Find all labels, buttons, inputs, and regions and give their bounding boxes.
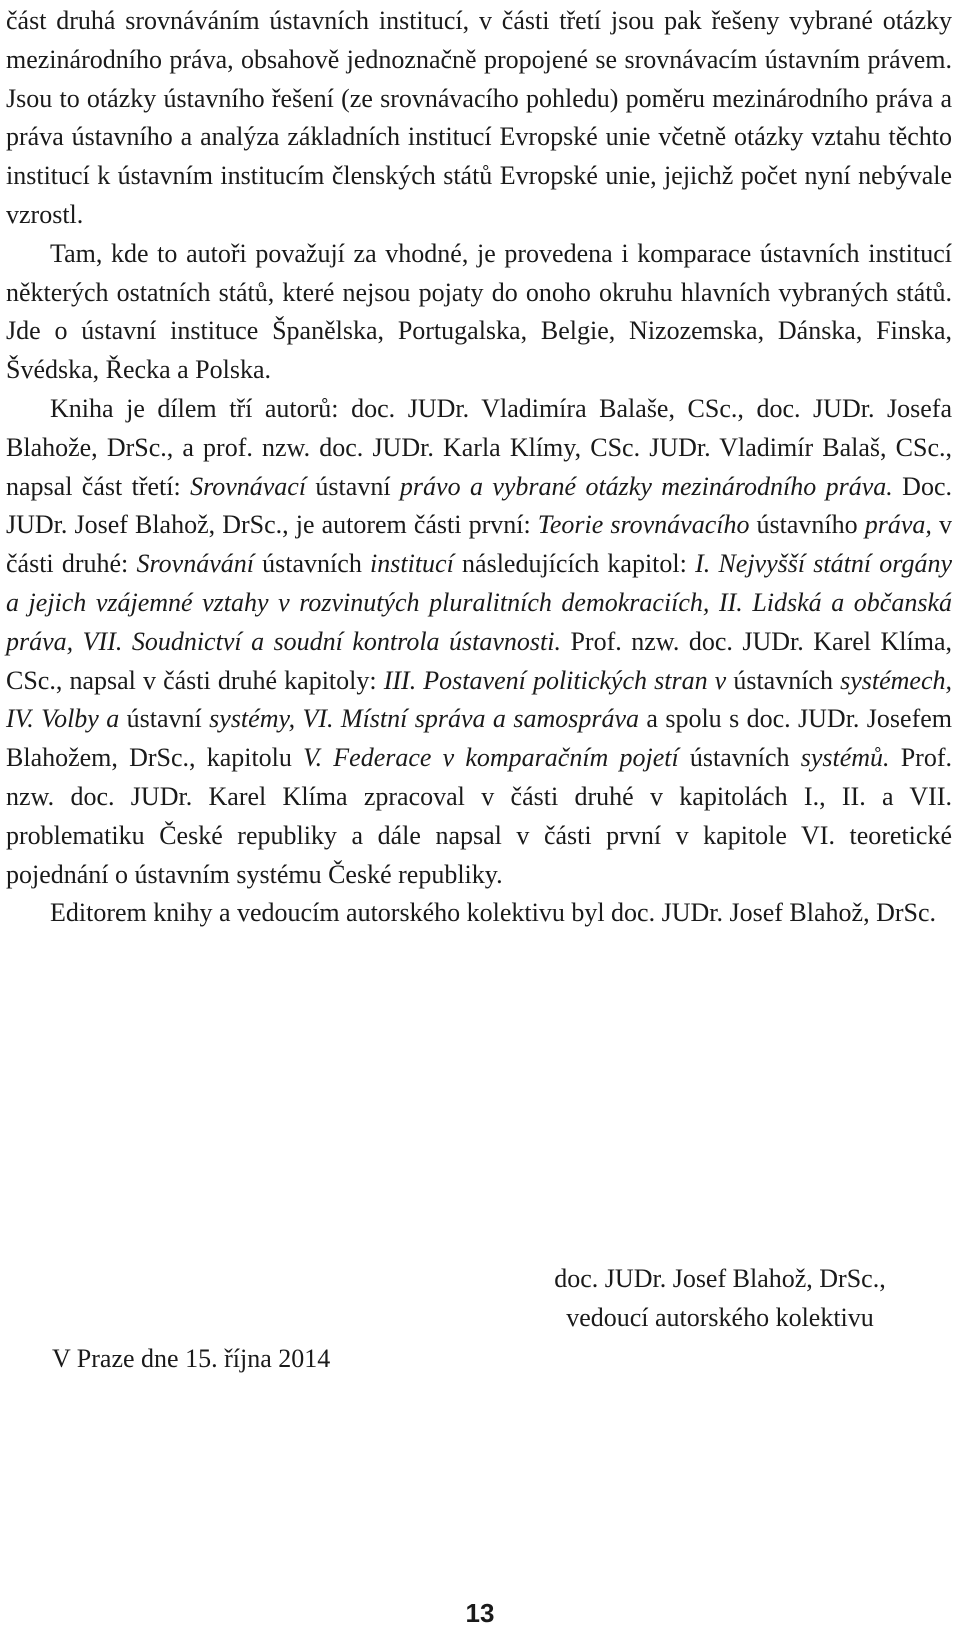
paragraph-comparison-states	[6, 235, 952, 390]
paragraph-authors	[6, 390, 952, 894]
signature-role: vedoucí autorského kolektivu	[566, 1302, 874, 1332]
text-segment: Doc. JUDr. Josef Blahož, DrSc., je autorem části první:	[6, 471, 953, 540]
italic-segment: Srovnávací	[190, 471, 307, 501]
text-segment: a spolu s doc. JUDr. Josefem Blahožem, DrSc., kapitolu	[6, 704, 953, 773]
document-page	[6, 2, 953, 1373]
text-segment: Prof. nzw. doc. JUDr. Karel Klíma zpracoval v části druhé v kapitolách I., II. a VII. problematiku České republiky a dále napsal v části první v kapitole VI. teoretické pojednání o ústavním systému České republiky.	[6, 743, 952, 889]
text-segment: Prof. nzw. doc. JUDr. Karel Klíma, CSc., napsal v části druhé kapitoly:	[6, 626, 952, 695]
date-line: V Praze dne 15. října 2014	[52, 1344, 331, 1373]
text-segment: ústavní	[119, 704, 210, 734]
text-segment: ústavních	[253, 549, 371, 579]
italic-segment: III. Postavení politických stran v	[383, 665, 727, 695]
text-segment: ústavní	[306, 471, 400, 501]
italic-segment: V. Federace v komparačním pojetí	[303, 743, 679, 773]
text-segment: Kniha je dílem tří autorů: doc. JUDr. Vladimíra Balaše, CSc., doc. JUDr. Josefa Blahože, DrSc., a prof. nzw. doc. JUDr. Karla Klímy, CSc. JUDr. Vladimír Balaš, CSc., napsal část třetí:	[6, 393, 952, 501]
italic-segment: institucí	[370, 549, 454, 579]
text-segment: Editorem knihy a vedoucím autorského kolektivu byl doc. JUDr. Josef Blahož, DrSc.	[50, 898, 937, 928]
body-text	[6, 2, 952, 933]
italic-segment: právo a vybrané otázky mezinárodního práva.	[399, 471, 893, 501]
closing-block	[6, 1260, 952, 1380]
text-segment: část druhá srovnáváním ústavních institucí, v části třetí jsou pak řešeny vybrané otázky mezinárodního práva, obsahově jednoznačně propojené se srovnávacím ústavním právem. Jsou to otázky ústavního řešení (ze srovnávacího pohledu) poměru mezinárodního práva a práva ústavního a analýza základních institucí Evropské unie včetně otázky vztahu těchto institucí k ústavním institucím členských států Evropské unie, jejichž počet nyní nebývale vzrostl.	[6, 6, 952, 229]
italic-segment: Srovnávání	[136, 549, 254, 579]
italic-segment: I. Nejvyšší státní orgány a jejich vzájemné vztahy v rozvinutých pluralitních demokraciích, II. Lidská a občanská práva, VII. Soudnictví a soudní kontrola ústavnosti.	[6, 549, 952, 656]
italic-segment: práva,	[864, 510, 932, 540]
signature-block	[498, 1260, 942, 1338]
signature-name: doc. JUDr. Josef Blahož, DrSc.,	[554, 1264, 886, 1293]
italic-segment: Teorie srovnávacího	[537, 510, 750, 540]
text-segment: ústavních	[678, 743, 801, 773]
italic-segment: systémů.	[800, 743, 890, 773]
page-number: 13	[465, 1598, 495, 1628]
italic-segment: systémech, IV. Volby a	[6, 665, 952, 734]
text-segment: v části druhé:	[6, 510, 953, 579]
text-segment: ústavních	[726, 665, 841, 695]
text-segment: Tam, kde to autoři považují za vhodné, je provedena i komparace ústavních institucí některých ostatních států, které nejsou pojaty do onoho okruhu hlavních vybraných států. Jde o ústavní instituce Španělska, Portugalska, Belgie, Nizozemska, Dánska, Finska, Švédska, Řecka a Polska.	[6, 238, 952, 385]
text-segment: následujících kapitol:	[453, 549, 696, 579]
paragraph-intro-continuation	[6, 2, 952, 235]
paragraph-editor	[6, 894, 952, 933]
italic-segment: systémy, VI. Místní správa a samospráva	[209, 704, 639, 734]
text-segment: ústavního	[749, 510, 865, 540]
